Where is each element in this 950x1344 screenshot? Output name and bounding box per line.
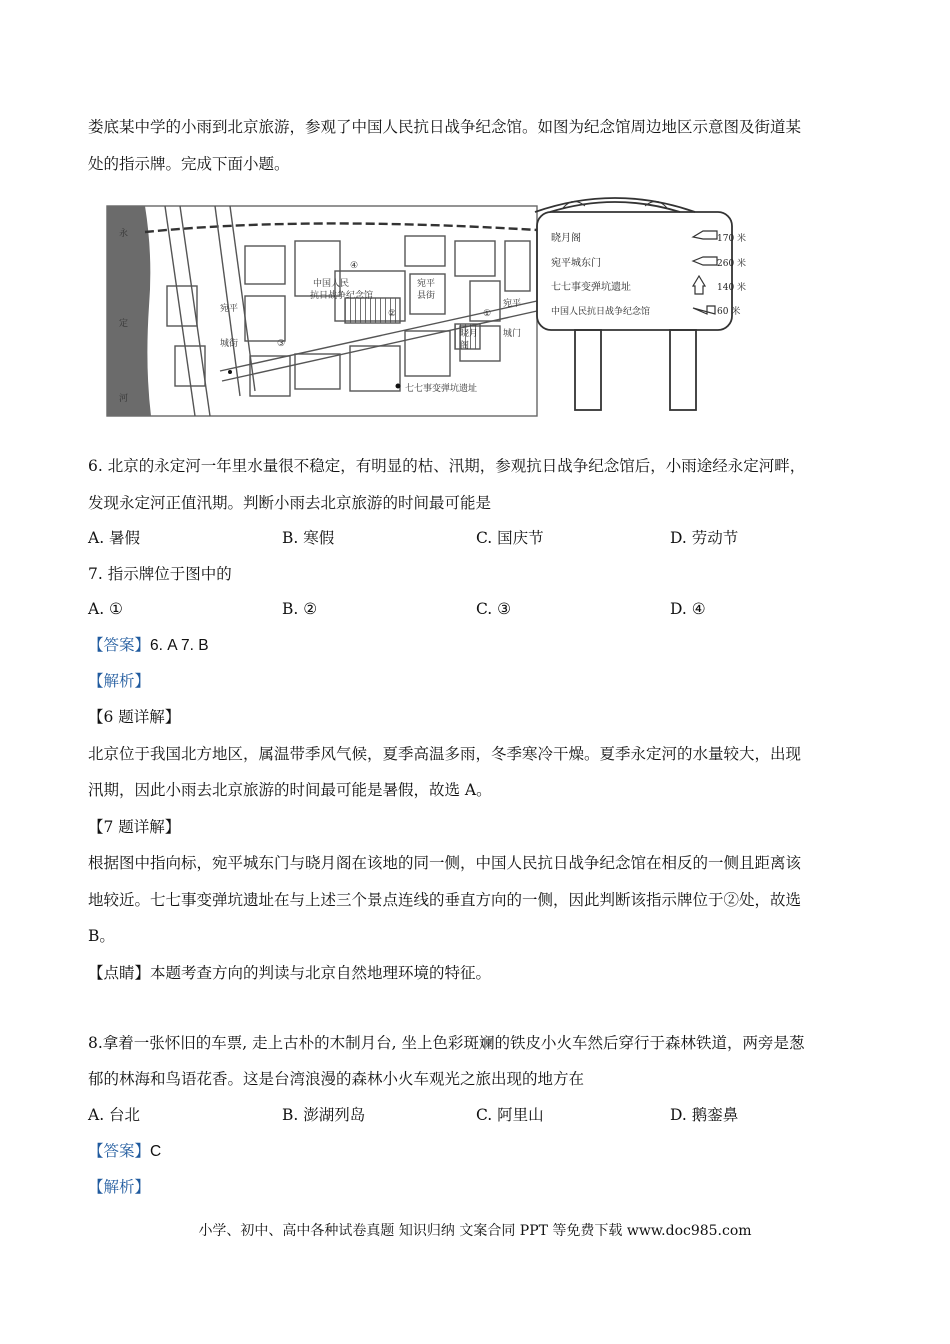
page-footer: 小学、初中、高中各种试卷真题 知识归纳 文案合同 PPT 等免费下载 www.doc985.com <box>198 1223 752 1239</box>
circle-1: ① <box>483 309 492 319</box>
q8-option-c: C. 阿里山 <box>476 1106 544 1124</box>
street-label-2: 城街 <box>220 339 239 349</box>
detail7-line-2: 地较近。七七事变弹坑遗址在与上述三个景点连线的垂直方向的一侧，因此判断该指示牌位于②处，故选 <box>88 891 802 909</box>
q7-stem: 7. 指示牌位于图中的 <box>88 565 232 583</box>
museum-label-2: 抗日战争纪念馆 <box>310 291 374 301</box>
circle-2: ② <box>388 309 397 319</box>
detail7-line-1: 根据图中指向标，宛平城东门与晓月阁在该地的同一侧，中国人民抗日战争纪念馆在相反的一侧且距离该 <box>88 854 802 872</box>
tower-label-2: 阁 <box>460 341 470 351</box>
museum-label-1: 中国人民 <box>313 279 350 289</box>
q6-option-c: C. 国庆节 <box>476 529 544 547</box>
review-text: 本题考查方向的判读与北京自然地理环境的特征。 <box>150 964 492 982</box>
q7-option-d: D. ④ <box>670 600 706 618</box>
river-label-3: 河 <box>119 394 129 404</box>
map-and-sign-figure <box>105 196 755 421</box>
q6-line-2: 发现永定河正值汛期。判断小雨去北京旅游的时间最可能是 <box>88 494 492 512</box>
river-label-2: 定 <box>119 319 129 329</box>
sign-row-4-name: 中国人民抗日战争纪念馆 <box>551 307 651 317</box>
q8-option-d: D. 鹅銮鼻 <box>670 1106 739 1124</box>
analysis2-tag: 【解析】 <box>88 1178 151 1196</box>
circle-4: ④ <box>350 261 359 271</box>
sign-row-3-dist: 140 米 <box>717 283 747 293</box>
answer2-tag: 【答案】 <box>88 1142 151 1160</box>
detail6-tag: 【6 题详解】 <box>88 708 181 726</box>
street-label-1: 宛平 <box>220 304 239 314</box>
q8-option-b: B. 澎湖列岛 <box>282 1106 366 1124</box>
q7-option-c: C. ③ <box>476 600 512 618</box>
circle-3: ③ <box>277 339 286 349</box>
q6-option-d: D. 劳动节 <box>670 529 739 547</box>
crater-label: 七七事变弹坑遗址 <box>405 384 478 394</box>
direction-sign <box>535 198 732 410</box>
sign-row-1-dist: 170 米 <box>717 234 747 244</box>
tower-label-1: 晓月 <box>460 329 479 339</box>
q8-line-1: 8.拿着一张怀旧的车票, 走上古朴的木制月台, 坐上色彩斑斓的铁皮小火车然后穿行于森林铁道，两旁是葱 <box>88 1034 805 1052</box>
q6-line-1: 6. 北京的永定河一年里水量很不稳定，有明显的枯、汛期，参观抗日战争纪念馆后，小雨途经永定河畔， <box>88 457 806 475</box>
county-street-label-2: 县街 <box>417 291 436 301</box>
analysis-tag: 【解析】 <box>88 672 151 690</box>
q8-line-2: 郁的林海和鸟语花香。这是台湾浪漫的森林小火车观光之旅出现的地方在 <box>88 1070 585 1088</box>
river-shape <box>107 206 151 416</box>
detail6-line-1: 北京位于我国北方地区，属温带季风气候，夏季高温多雨，冬季寒冷干燥。夏季永定河的水量较大，出现 <box>88 745 802 763</box>
review-tag: 【点睛】 <box>88 964 151 982</box>
detail7-line-3: B。 <box>88 927 115 945</box>
map-figure <box>105 196 755 425</box>
sign-row-1-name: 晓月阁 <box>551 233 581 244</box>
detail6-line-2: 汛期，因此小雨去北京旅游的时间最可能是暑假，故选 A。 <box>88 781 492 799</box>
answer-tag: 【答案】 <box>88 636 151 654</box>
review-block <box>88 962 491 984</box>
city-wall-label-1: 宛平 <box>503 299 522 309</box>
sign-row-4-dist: 60 米 <box>717 307 741 317</box>
intro-line-2: 处的指示牌。完成下面小题。 <box>88 155 290 173</box>
detail7-tag: 【7 题详解】 <box>88 818 181 836</box>
answer2-block <box>88 1140 161 1163</box>
city-wall-label-2: 城门 <box>503 329 522 339</box>
q7-option-a: A. ① <box>88 600 123 618</box>
county-street-label-1: 宛平 <box>417 279 436 289</box>
intro-line-1: 娄底某中学的小雨到北京旅游，参观了中国人民抗日战争纪念馆。如图为纪念馆周边地区示意图及街道某 <box>88 118 802 136</box>
sign-row-2-name: 宛平城东门 <box>551 258 601 269</box>
answer-block <box>88 634 209 657</box>
q7-option-b: B. ② <box>282 600 318 618</box>
sign-row-2-dist: 260 米 <box>717 259 747 269</box>
river-label-1: 永 <box>119 229 129 239</box>
sign-row-3-name: 七七事变弹坑遗址 <box>551 282 631 293</box>
answer-text: 6. A 7. B <box>150 637 209 654</box>
q6-option-b: B. 寒假 <box>282 529 335 547</box>
q8-option-a: A. 台北 <box>88 1106 141 1124</box>
q6-option-a: A. 暑假 <box>88 529 141 547</box>
answer2-text: C <box>150 1143 162 1160</box>
